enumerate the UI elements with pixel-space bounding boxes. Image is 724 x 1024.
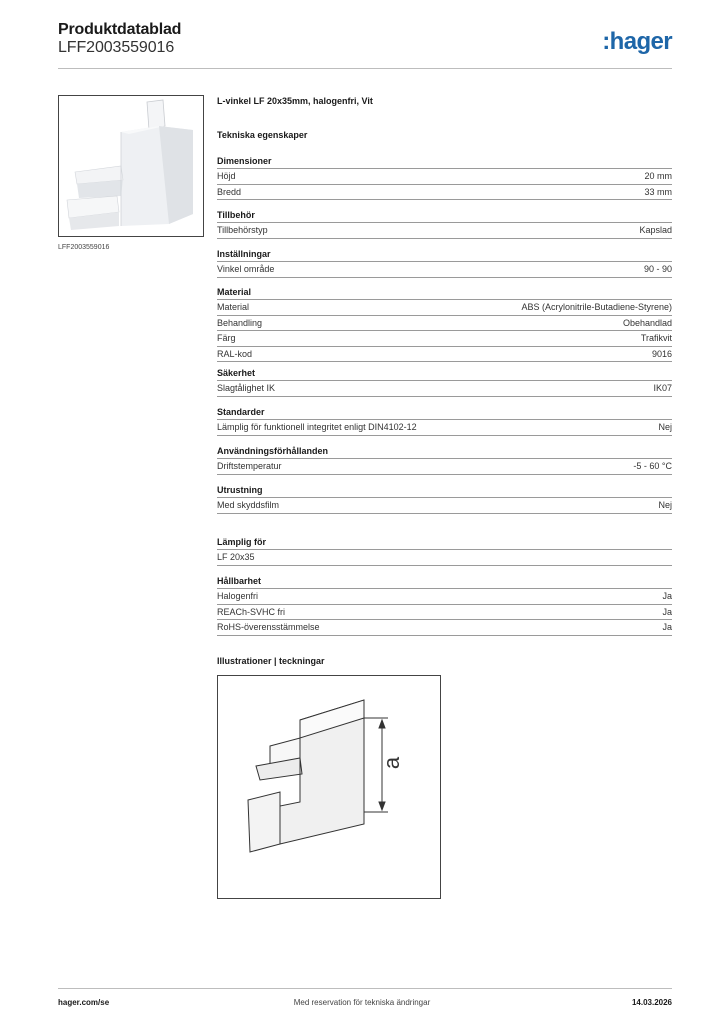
spec-value: Nej [658, 500, 672, 510]
spec-value: 20 mm [644, 171, 672, 181]
spec-value: -5 - 60 °C [633, 461, 672, 471]
spec-row [217, 316, 672, 332]
spec-row [217, 381, 672, 397]
document-title: Produktdatablad [58, 21, 182, 38]
spec-row [217, 620, 672, 636]
spec-row [217, 459, 672, 475]
spec-row [217, 347, 672, 363]
footer-website-link[interactable]: hager.com/se [58, 998, 110, 1007]
product-title: L-vinkel LF 20x35mm, halogenfri, Vit [217, 96, 373, 106]
spec-group [217, 536, 672, 566]
spec-row [217, 262, 672, 278]
spec-row [217, 223, 672, 239]
spec-value: 33 mm [644, 186, 672, 197]
spec-label: Behandling [217, 317, 263, 328]
spec-value: Nej [658, 422, 672, 432]
spec-group [217, 248, 672, 278]
spec-group-title: Hållbarhet [217, 575, 672, 589]
header-divider [58, 68, 672, 69]
spec-group-title: Användningsförhållanden [217, 445, 672, 459]
spec-value: Trafikvit [640, 333, 672, 343]
spec-group-title: Säkerhet [217, 367, 672, 381]
spec-label: Höjd [217, 171, 236, 181]
spec-value: IK07 [653, 383, 672, 393]
page-header [58, 20, 672, 68]
spec-group-title: Lämplig för [217, 536, 672, 550]
photo-caption: LFF2003559016 [58, 244, 110, 251]
spec-group [217, 209, 672, 239]
spec-label: Lämplig för funktionell integritet enligt DIN4102-12 [217, 422, 417, 432]
footer-date: 14.03.2026 [631, 998, 672, 1007]
spec-group-title: Inställningar [217, 248, 672, 262]
spec-label: Bredd [217, 186, 242, 197]
spec-group [217, 286, 672, 362]
spec-label: Tillbehörstyp [217, 225, 268, 235]
spec-label: REACh-SVHC fri [217, 606, 286, 617]
spec-value: Ja [662, 591, 672, 601]
spec-label: RoHS-överensstämmelse [217, 622, 320, 632]
spec-group [217, 155, 672, 200]
spec-group [217, 484, 672, 514]
spec-group [217, 445, 672, 475]
spec-row [217, 185, 672, 201]
dimension-label: a [379, 756, 405, 770]
spec-group [217, 367, 672, 397]
spec-label: Material [217, 302, 250, 312]
product-code: LFF2003559016 [58, 39, 175, 56]
spec-group-title: Tillbehör [217, 209, 672, 223]
spec-label: LF 20x35 [217, 552, 255, 562]
spec-group [217, 575, 672, 636]
spec-value: Kapslad [639, 225, 672, 235]
spec-label: RAL-kod [217, 348, 253, 359]
spec-row [217, 605, 672, 621]
spec-value: 9016 [651, 348, 672, 359]
spec-label: Vinkel område [217, 264, 275, 274]
hager-logo: :hager [602, 28, 672, 55]
spec-value: ABS (Acrylonitrile-Butadiene-Styrene) [521, 302, 672, 312]
spec-group-title: Dimensioner [217, 155, 672, 169]
section-header: Tekniska egenskaper [217, 130, 308, 140]
spec-label: Driftstemperatur [217, 461, 282, 471]
spec-value: Obehandlad [622, 317, 672, 328]
spec-group-title: Standarder [217, 406, 672, 420]
spec-label: Halogenfri [217, 591, 259, 601]
spec-row [217, 550, 672, 566]
illustrations-title: Illustrationer | teckningar [217, 656, 325, 666]
spec-group-title: Material [217, 286, 672, 300]
spec-value: Ja [662, 606, 672, 617]
spec-label: Färg [217, 333, 236, 343]
spec-row [217, 420, 672, 436]
spec-row [217, 331, 672, 347]
spec-row [217, 498, 672, 514]
footer-divider [58, 988, 672, 989]
spec-row [217, 300, 672, 316]
spec-label: Med skyddsfilm [217, 500, 280, 510]
spec-value: 90 - 90 [643, 264, 672, 274]
spec-group [217, 406, 672, 436]
spec-label: Slagtålighet IK [217, 383, 276, 393]
spec-row [217, 169, 672, 185]
technical-drawing [217, 675, 441, 899]
spec-row [217, 589, 672, 605]
product-photo [58, 95, 204, 237]
footer-disclaimer: Med reservation för tekniska ändringar [293, 998, 431, 1007]
spec-group-title: Utrustning [217, 484, 672, 498]
spec-value: Ja [662, 622, 672, 632]
